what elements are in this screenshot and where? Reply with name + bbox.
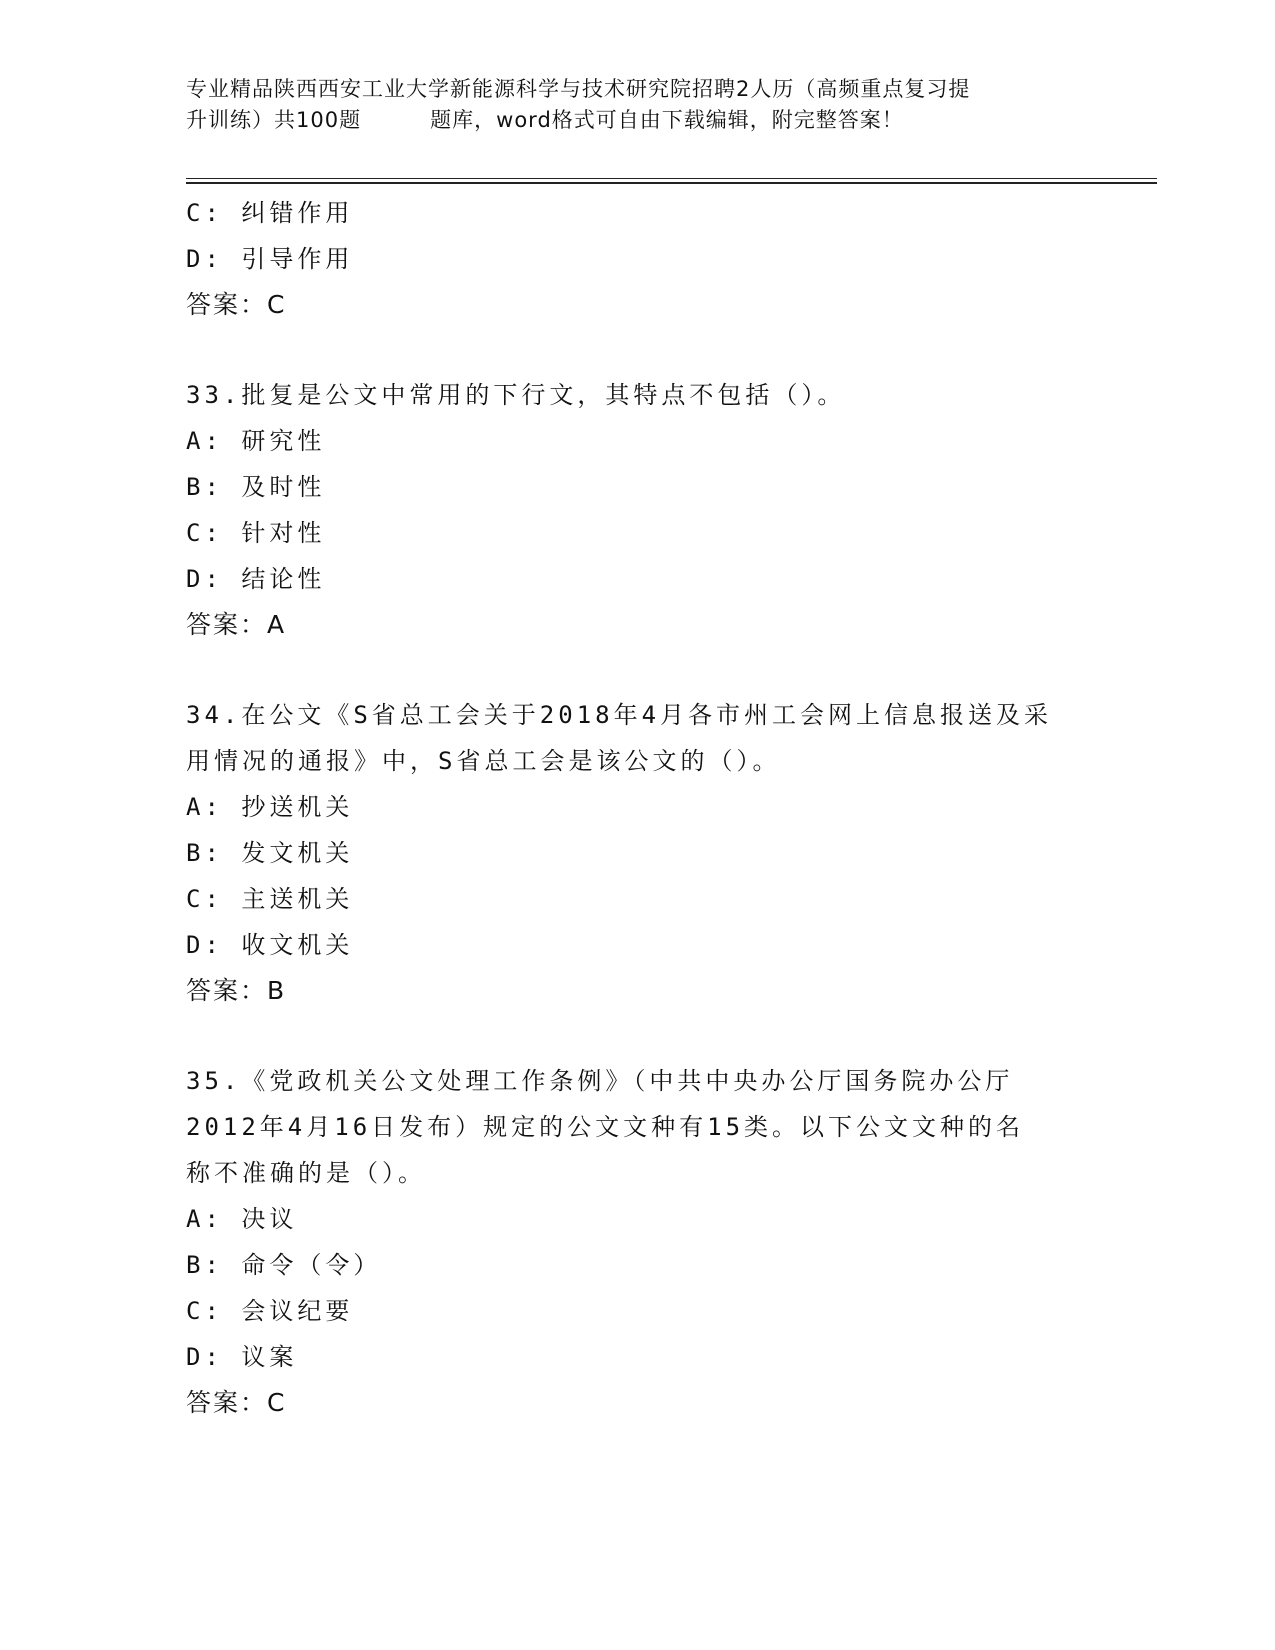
option-c: C: 会议纪要 bbox=[186, 1297, 354, 1325]
question-34 bbox=[186, 692, 1086, 1014]
answer-line: 答案：A bbox=[186, 610, 287, 639]
option-d: D: 结论性 bbox=[186, 565, 326, 593]
option-d: D: 议案 bbox=[186, 1343, 298, 1371]
question-text: 33.批复是公文中常用的下行文，其特点不包括（）。 bbox=[186, 381, 846, 409]
question-text-cont: 用情况的通报》中，S省总工会是该公文的（）。 bbox=[186, 747, 781, 775]
document-body bbox=[186, 190, 1086, 1426]
question-fragment bbox=[186, 190, 1086, 328]
header-line-1: 专业精品陕西西安工业大学新能源科学与技术研究院招聘2人历（高频重点复习提 bbox=[186, 77, 971, 101]
header-line-2: 升训练）共100题 题库，word格式可自由下载编辑，附完整答案！ bbox=[186, 108, 904, 132]
option-d: D: 引导作用 bbox=[186, 245, 354, 273]
spacer bbox=[186, 1014, 1086, 1058]
page-header bbox=[186, 74, 1096, 136]
question-33 bbox=[186, 372, 1086, 648]
header-divider bbox=[186, 178, 1157, 184]
answer-line: 答案：B bbox=[186, 976, 287, 1005]
answer-line: 答案：C bbox=[186, 290, 287, 319]
option-c: C: 主送机关 bbox=[186, 885, 354, 913]
question-text-cont: 称不准确的是（）。 bbox=[186, 1159, 426, 1187]
option-b: B: 发文机关 bbox=[186, 839, 354, 867]
question-text-cont: 2012年4月16日发布）规定的公文文种有15类。以下公文文种的名 bbox=[186, 1113, 1025, 1141]
option-a: A: 决议 bbox=[186, 1205, 298, 1233]
option-c: C: 针对性 bbox=[186, 519, 326, 547]
spacer bbox=[186, 648, 1086, 692]
option-c: C: 纠错作用 bbox=[186, 199, 354, 227]
question-35 bbox=[186, 1058, 1086, 1426]
option-b: B: 命令（令） bbox=[186, 1251, 382, 1279]
answer-line: 答案：C bbox=[186, 1388, 287, 1417]
question-text: 35.《党政机关公文处理工作条例》（中共中央办公厅国务院办公厅 bbox=[186, 1067, 1014, 1095]
option-a: A: 抄送机关 bbox=[186, 793, 354, 821]
option-a: A: 研究性 bbox=[186, 427, 326, 455]
option-d: D: 收文机关 bbox=[186, 931, 354, 959]
question-text: 34.在公文《S省总工会关于2018年4月各市州工会网上信息报送及采 bbox=[186, 701, 1053, 729]
spacer bbox=[186, 328, 1086, 372]
option-b: B: 及时性 bbox=[186, 473, 326, 501]
